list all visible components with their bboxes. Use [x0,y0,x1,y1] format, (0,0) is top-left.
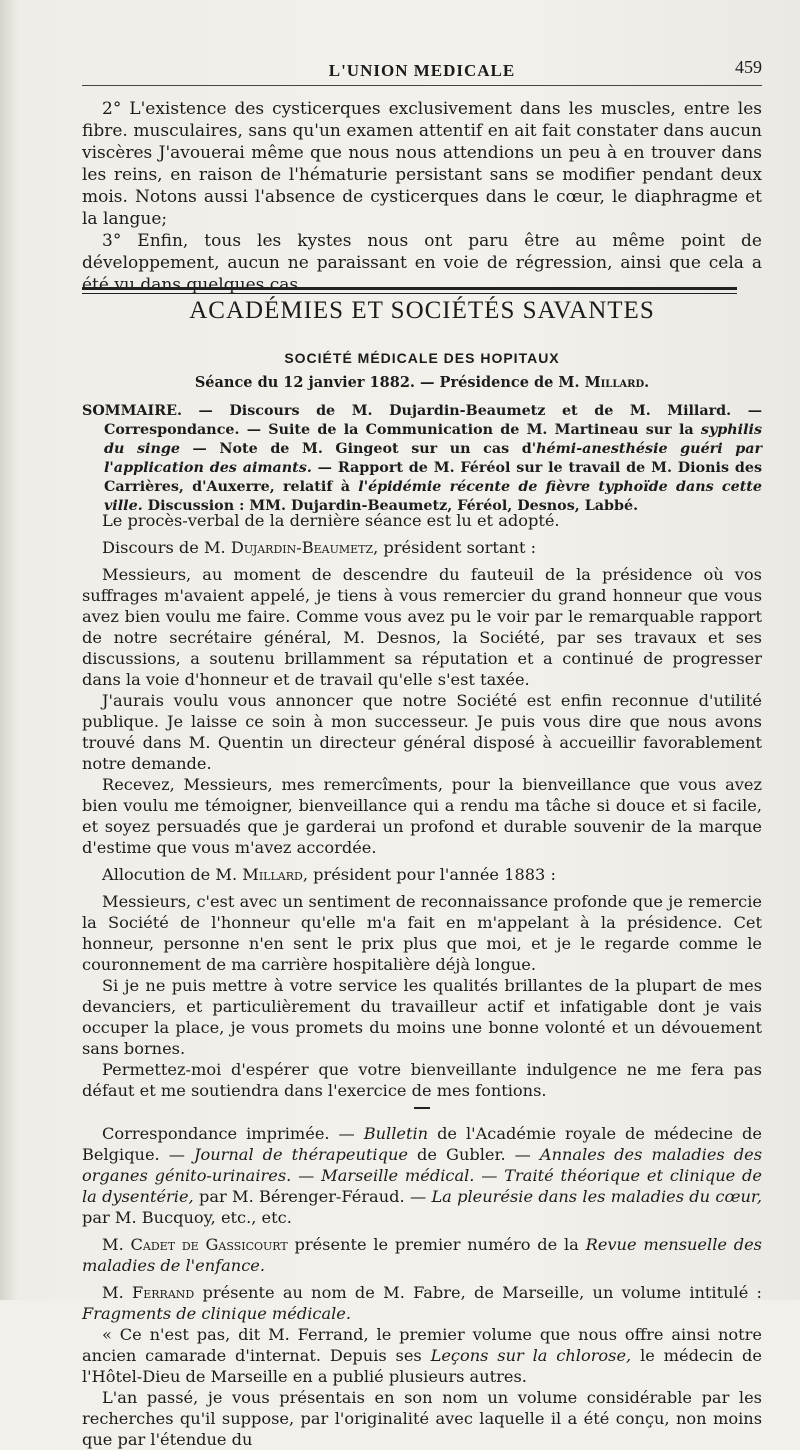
speaker-name: Cadet de Gassicourt [130,1235,288,1254]
society-name: SOCIÉTÉ MÉDICALE DES HOPITAUX [284,350,560,366]
ferrand-paragraph-2 [82,1324,762,1387]
ferrand-italic: Leçons sur la chlorose, [430,1346,632,1365]
ferrand-paragraph-1 [82,1282,762,1324]
ferrand-text: « Ce n'est pas, dit M. Ferrand, le premier volume que nous offre ainsi notre ancien camarade d'internat. Depuis ses [82,1325,762,1365]
corr-text: par M. Bérenger-Féraud. — [198,1187,427,1206]
speaker-name: Dujardin-Beaumetz [230,538,374,557]
summary-italic: syphilis du singe [104,422,762,457]
summary-paragraph [82,402,762,516]
summary-italic: hémi-anesthésie guéri par l'application des aimants. [104,441,763,476]
correspondance-paragraph [82,1123,762,1228]
corr-text: de Gubler. — [417,1145,531,1164]
allocution-paragraph-3: Permettez-moi d'espérer que votre bienveillante indulgence ne me fera pas défaut et me soutiendra dans l'exercice de mes fontions. [82,1060,762,1100]
intro-paragraph-2: 3° Enfin, tous les kystes nous ont paru être au même point de développement, aucun ne paraissant en voie de régression, ainsi que cela a été vu dans quelques cas. [82,231,762,295]
discours-heading [82,537,762,558]
ferrand-paragraph-3: L'an passé, je vous présentais en son nom un volume considérable par les recherches qu'il suppose, par l'originalité avec laquelle il a été conçu, non moins que par l'étendue du [82,1388,762,1449]
seance-date: Séance du 12 janvier 1882. — Présidence de M. [194,374,580,391]
speaker-name: Ferrand [132,1283,195,1302]
cadet-text: présente le premier numéro de la [294,1235,579,1254]
ferrand-italic: Fragments de clinique médicale. [82,1304,352,1323]
summary-text: Discussion : MM. Dujardin-Beaumetz, Féréol, Desnos, Labbé. [147,498,639,514]
discours-paragraph-2: J'aurais voulu vous annoncer que notre Société est enfin reconnue d'utilité publique. Je laisse ce soin à mon successeur. Je puis vous dire que nous avons trouvé dans M. Quentin un directeur général disposé à accueillir favorablement notre demande. [82,691,762,773]
summary-label: SOMMAIRE. — [82,403,213,419]
speaker-name: Millard [242,865,303,884]
summary-text: — Note de M. Gingeot sur un cas d' [192,441,537,457]
running-header [82,55,762,86]
cadet-prefix: M. [102,1235,124,1254]
page-number: 459 [735,57,762,77]
heading-prefix: Discours de M. [102,538,226,557]
heading-prefix: Allocution de M. [102,865,238,884]
running-title: L'UNION MEDICALE [328,61,516,80]
allocution-paragraph-1: Messieurs, c'est avec un sentiment de reconnaissance profonde que je remercie la Société de l'honneur qu'elle m'a fait en m'appelant à la présidence. Cet honneur, personne n'en sent le prix plus que moi, et je le regarde comme le couronnement de ma carrière hospitalière déjà longue. [82,892,762,974]
minutes-line: Le procès-verbal de la dernière séance est lu et adopté. [102,511,560,530]
discours-paragraph-3: Recevez, Messieurs, mes remercîments, pour la bienveillance que vous avez bien voulu me témoigner, bienveillance qui a rendu ma tâche si douce et si facile, et soyez persuadés que je garderai un profond et durable souvenir de la marque d'estime que vous m'avez accordée. [82,775,762,857]
corr-italic: La pleurésie dans les maladies du cœur, [431,1187,762,1206]
heading-suffix: , président pour l'année 1883 : [302,865,556,884]
corr-italic: Annales des maladies des organes génito-urinaires. — Marseille médical. — Traité théorique et clinique de la dysentérie, [82,1145,763,1206]
corr-text: de l'Académie royale de médecine de Belgique. — [82,1124,762,1164]
separator-dash [414,1107,430,1109]
summary-text: Discours de M. Dujardin-Beaumetz et de M. Millard. — Correspondance. — Suite de la Communication de M. Martineau sur la [104,403,762,438]
corr-italic: Bulletin [363,1124,429,1143]
section-divider [82,287,737,294]
seance-president: Millard. [584,374,650,391]
ferrand-prefix: M. [102,1283,124,1302]
heading-suffix: , président sortant : [373,538,537,557]
ferrand-text: le médecin de l'Hôtel-Dieu de Marseille en a publié plusieurs autres. [82,1346,762,1386]
discours-paragraph-1: Messieurs, au moment de descendre du fauteuil de la présidence où vos suffrages m'avaient appelé, je tiens à vous remercier du grand honneur que vous avez bien voulu me faire. Comme vous avez pu le voir par le remarquable rapport de notre secrétaire général, M. Desnos, la Société, par ses travaux et ses discussions, a soutenu brillamment sa réputation et a continué de progresser dans la voie d'honneur et de travail qu'elle s'est taxée. [82,565,762,689]
intro-paragraph-1: 2° L'existence des cysticerques exclusivement dans les muscles, entre les fibre. musculaires, sans qu'un examen attentif en ait fait constater dans aucun viscères J'avouerai même que nous nous attendions un peu à en trouver dans les reins, en raison de l'hématurie persistant sans se modifier pendant deux mois. Notons aussi l'absence de cysticerques dans le cœur, le diaphragme et la langue; [82,99,762,229]
allocution-heading [82,864,762,885]
seance-line [82,374,762,391]
allocution-paragraph-2: Si je ne puis mettre à votre service les qualités brillantes de la plupart de mes devanciers, et particulièrement du travailleur actif et infatigable dont je vais occuper la place, je vous promets du moins une bonne volonté et un dévouement sans bornes. [82,976,762,1058]
cadet-paragraph [82,1234,762,1276]
article-body [82,510,762,1450]
summary-block [82,402,762,516]
summary-italic: l'épidémie récente de fièvre typhoïde dans cette ville. [104,479,762,514]
summary-text: — Rapport de M. Féréol sur le travail de M. Dionis des Carrières, d'Auxerre, relatif à [104,460,762,495]
corr-text: par M. Bucquoy, etc., etc. [82,1208,292,1227]
intro-text [82,98,762,296]
corr-italic: Journal de thérapeutique [193,1145,408,1164]
ferrand-text: présente au nom de M. Fabre, de Marseille, un volume intitulé : [202,1283,762,1302]
cadet-italic: Revue mensuelle des maladies de l'enfance. [82,1235,762,1275]
section-title: ACADÉMIES ET SOCIÉTÉS SAVANTES [189,297,655,324]
corr-text: Correspondance imprimée. — [102,1124,355,1143]
